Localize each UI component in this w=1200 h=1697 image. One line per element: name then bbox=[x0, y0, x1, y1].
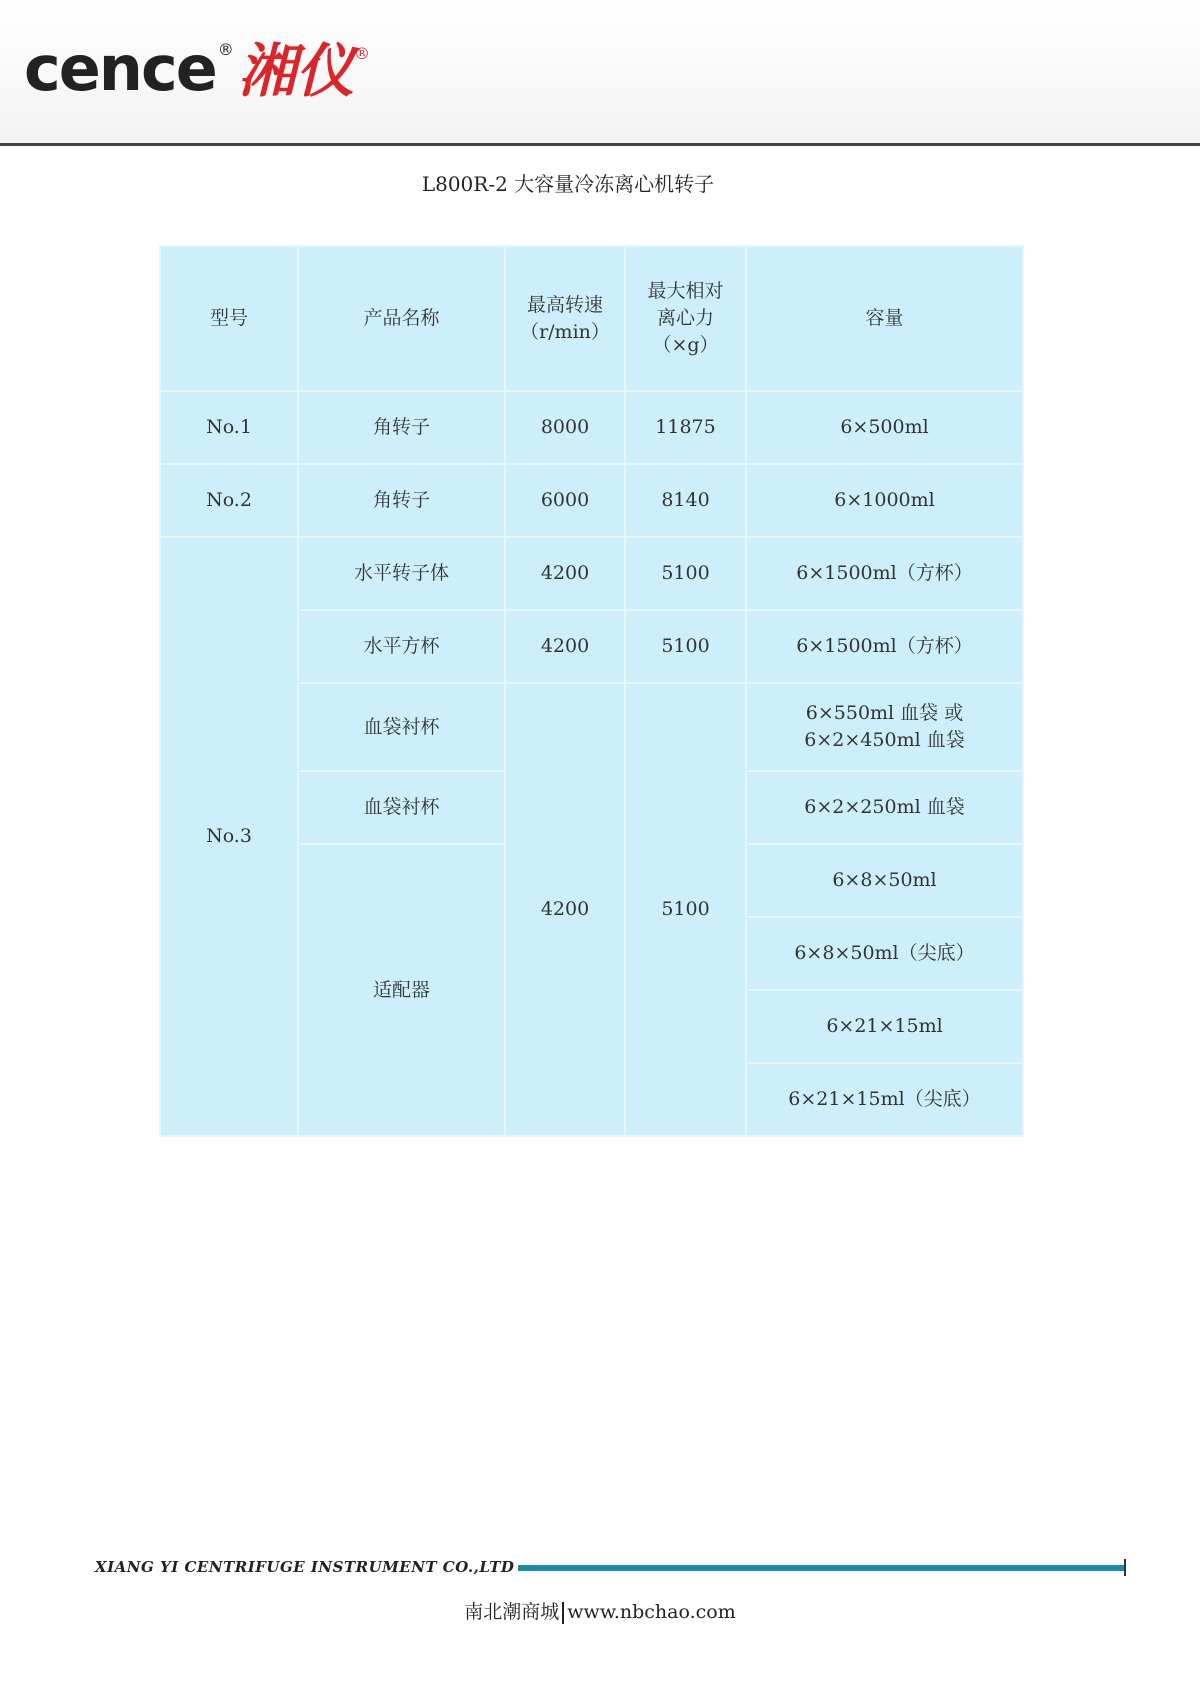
cell-capacity: 6×1000ml bbox=[746, 464, 1023, 537]
footer-site bbox=[0, 1597, 1200, 1624]
cell-max-speed: 4200 bbox=[505, 610, 625, 683]
brand-logo-chinese: 湘仪® bbox=[238, 37, 371, 105]
header-max-rcf: 最大相对 离心力 （×g） bbox=[625, 246, 746, 391]
header-divider bbox=[0, 143, 1200, 146]
cell-product-name: 角转子 bbox=[298, 391, 505, 464]
cell-model: No.1 bbox=[160, 391, 298, 464]
cell-max-speed: 4200 bbox=[505, 683, 625, 1136]
footer-accent-rule bbox=[518, 1565, 1124, 1571]
rotor-spec-table bbox=[159, 245, 1024, 1137]
header-product-name: 产品名称 bbox=[298, 246, 505, 391]
registered-mark: ® bbox=[354, 44, 371, 63]
cell-capacity: 6×8×50ml bbox=[746, 844, 1023, 917]
cell-capacity: 6×21×15ml（尖底） bbox=[746, 1063, 1023, 1136]
cell-capacity: 6×1500ml（方杯） bbox=[746, 610, 1023, 683]
cell-capacity: 6×1500ml（方杯） bbox=[746, 537, 1023, 610]
footer-site-url[interactable]: www.nbchao.com bbox=[567, 1601, 736, 1623]
cell-max-rcf: 8140 bbox=[625, 464, 746, 537]
cell-product-name: 血袋衬杯 bbox=[298, 683, 505, 771]
table-header-row bbox=[160, 246, 1023, 391]
footer-rule-end-mark bbox=[1124, 1559, 1126, 1576]
cell-max-speed: 4200 bbox=[505, 537, 625, 610]
cell-capacity: 6×500ml bbox=[746, 391, 1023, 464]
cell-max-speed: 8000 bbox=[505, 391, 625, 464]
cell-model: No.2 bbox=[160, 464, 298, 537]
cell-capacity: 6×21×15ml bbox=[746, 990, 1023, 1063]
cell-product-name: 适配器 bbox=[298, 844, 505, 1136]
header-capacity: 容量 bbox=[746, 246, 1023, 391]
cell-product-name: 水平方杯 bbox=[298, 610, 505, 683]
header-max-speed: 最高转速 （r/min） bbox=[505, 246, 625, 391]
cell-product-name: 血袋衬杯 bbox=[298, 771, 505, 844]
cell-product-name: 水平转子体 bbox=[298, 537, 505, 610]
cell-capacity: 6×550ml 血袋 或 6×2×450ml 血袋 bbox=[746, 683, 1023, 771]
cell-max-rcf: 11875 bbox=[625, 391, 746, 464]
cell-model: No.3 bbox=[160, 537, 298, 1136]
header-model: 型号 bbox=[160, 246, 298, 391]
footer-site-name: 南北潮商城 bbox=[464, 1601, 560, 1623]
footer-company-name: XIANG YI CENTRIFUGE INSTRUMENT CO.,LTD bbox=[95, 1558, 515, 1576]
footer-separator bbox=[562, 1602, 564, 1624]
table-row bbox=[160, 464, 1023, 537]
cell-max-speed: 6000 bbox=[505, 464, 625, 537]
cell-product-name: 角转子 bbox=[298, 464, 505, 537]
registered-mark: ® bbox=[217, 40, 232, 59]
cell-capacity: 6×8×50ml（尖底） bbox=[746, 917, 1023, 990]
table-row bbox=[160, 537, 1023, 610]
cell-max-rcf: 5100 bbox=[625, 610, 746, 683]
cell-max-rcf: 5100 bbox=[625, 683, 746, 1136]
table-row bbox=[160, 391, 1023, 464]
brand-logo-english: cence ® bbox=[24, 32, 232, 105]
cell-max-rcf: 5100 bbox=[625, 537, 746, 610]
document-title: L800R-2 大容量冷冻离心机转子 bbox=[421, 172, 715, 196]
cell-capacity: 6×2×250ml 血袋 bbox=[746, 771, 1023, 844]
